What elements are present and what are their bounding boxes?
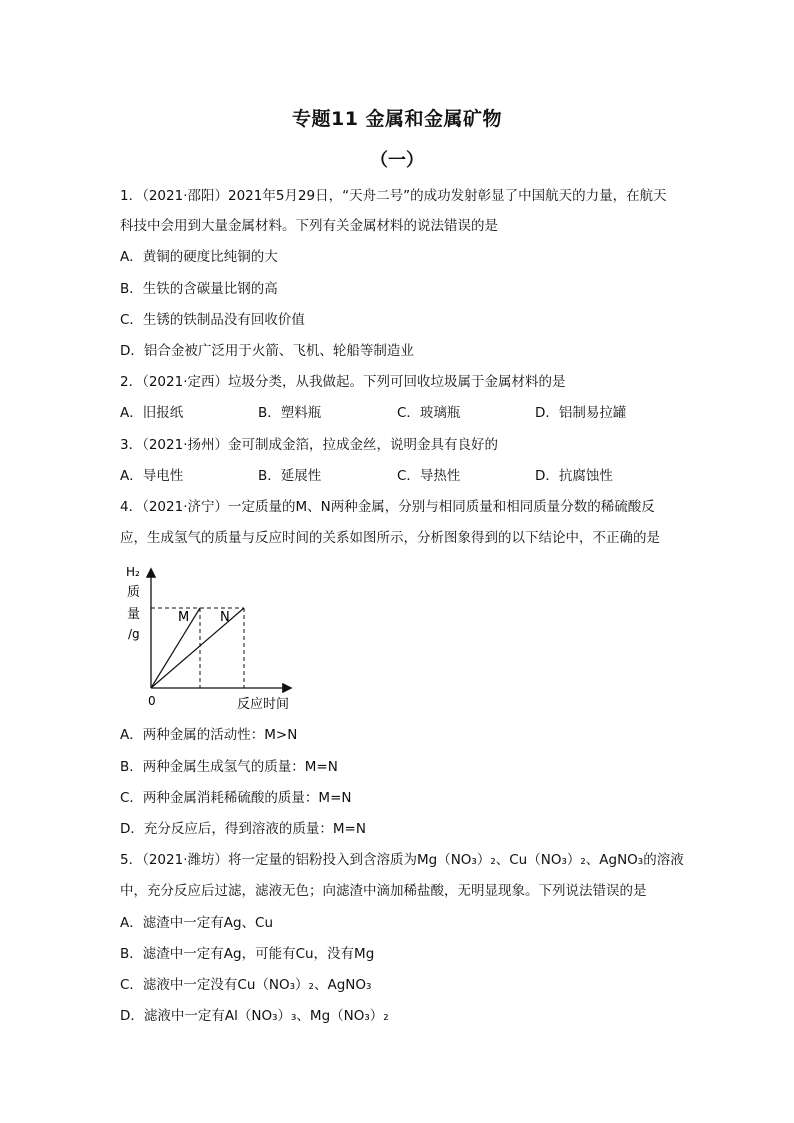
x-axis-label: 反应时间 <box>237 697 290 712</box>
y-axis-label-1: 质 <box>127 585 141 600</box>
y-axis-label-2: 量 <box>127 607 141 622</box>
q2-option-d: D．铝制易拉罐 <box>535 405 627 421</box>
page-subtitle: （一） <box>370 150 424 171</box>
q4-option-b: B．两种金属生成氢气的质量：M=N <box>120 759 338 775</box>
q1-stem-line-1: 1．（2021·邵阳）2021年5月29日，“天舟二号”的成功发射彰显了中国航天的力量，在航天 <box>120 188 667 204</box>
reaction-graph <box>118 560 308 718</box>
q1-option-d: D．铝合金被广泛用于火箭、飞机、轮船等制造业 <box>120 343 414 359</box>
q5-option-b: B．滤渣中一定有Ag，可能有Cu，没有Mg <box>120 946 375 962</box>
q5-stem-line-1: 5．（2021·潍坊）将一定量的铝粉投入到含溶质为Mg（NO₃）₂、Cu（NO₃）₂、AgNO₃的溶液 <box>120 852 684 868</box>
q1-stem-line-2: 科技中会用到大量金属材料。下列有关金属材料的说法错误的是 <box>120 218 498 234</box>
q1-option-b: B．生铁的含碳量比钢的高 <box>120 281 278 297</box>
q5-option-c: C．滤液中一定没有Cu（NO₃）₂、AgNO₃ <box>120 977 372 993</box>
series-m-label: M <box>178 610 190 625</box>
q4-option-a: A．两种金属的活动性：M>N <box>120 727 298 743</box>
page-title: 专题11 金属和金属矿物 <box>291 108 503 130</box>
q2-option-a: A．旧报纸 <box>120 405 184 421</box>
q3-option-a: A．导电性 <box>120 468 184 484</box>
q5-option-d: D．滤液中一定有Al（NO₃）₃、Mg（NO₃）₂ <box>120 1008 389 1024</box>
series-n-label: N <box>220 610 230 625</box>
q3-option-d: D．抗腐蚀性 <box>535 468 613 484</box>
q4-option-d: D．充分反应后，得到溶液的质量：M=N <box>120 821 366 837</box>
q5-option-a: A．滤渣中一定有Ag、Cu <box>120 915 274 931</box>
origin-label: 0 <box>148 694 156 708</box>
q3-option-c: C．导热性 <box>397 468 461 484</box>
series-m-line <box>151 608 200 688</box>
q3-stem: 3．（2021·扬州）金可制成金箔，拉成金丝，说明金具有良好的 <box>120 437 498 453</box>
q2-stem: 2．（2021·定西）垃圾分类，从我做起。下列可回收垃圾属于金属材料的是 <box>120 374 566 390</box>
series-n-line <box>151 608 244 688</box>
y-axis-label-top: H₂ <box>126 565 140 579</box>
q1-option-a: A．黄铜的硬度比纯铜的大 <box>120 249 278 265</box>
y-axis-label-3: /g <box>128 627 140 641</box>
q4-option-c: C．两种金属消耗稀硫酸的质量：M=N <box>120 790 352 806</box>
q4-stem-line-2: 应，生成氢气的质量与反应时间的关系如图所示，分析图象得到的以下结论中，不正确的是 <box>120 530 660 546</box>
q3-option-b: B．延展性 <box>258 468 322 484</box>
q1-option-c: C．生锈的铁制品没有回收价值 <box>120 312 305 328</box>
q4-stem-line-1: 4．（2021·济宁）一定质量的M、N两种金属，分别与相同质量和相同质量分数的稀硫酸反 <box>120 499 655 515</box>
q2-option-b: B．塑料瓶 <box>258 405 322 421</box>
q5-stem-line-2: 中，充分反应后过滤，滤液无色；向滤渣中滴加稀盐酸，无明显现象。下列说法错误的是 <box>120 883 647 899</box>
q2-option-c: C．玻璃瓶 <box>397 405 461 421</box>
